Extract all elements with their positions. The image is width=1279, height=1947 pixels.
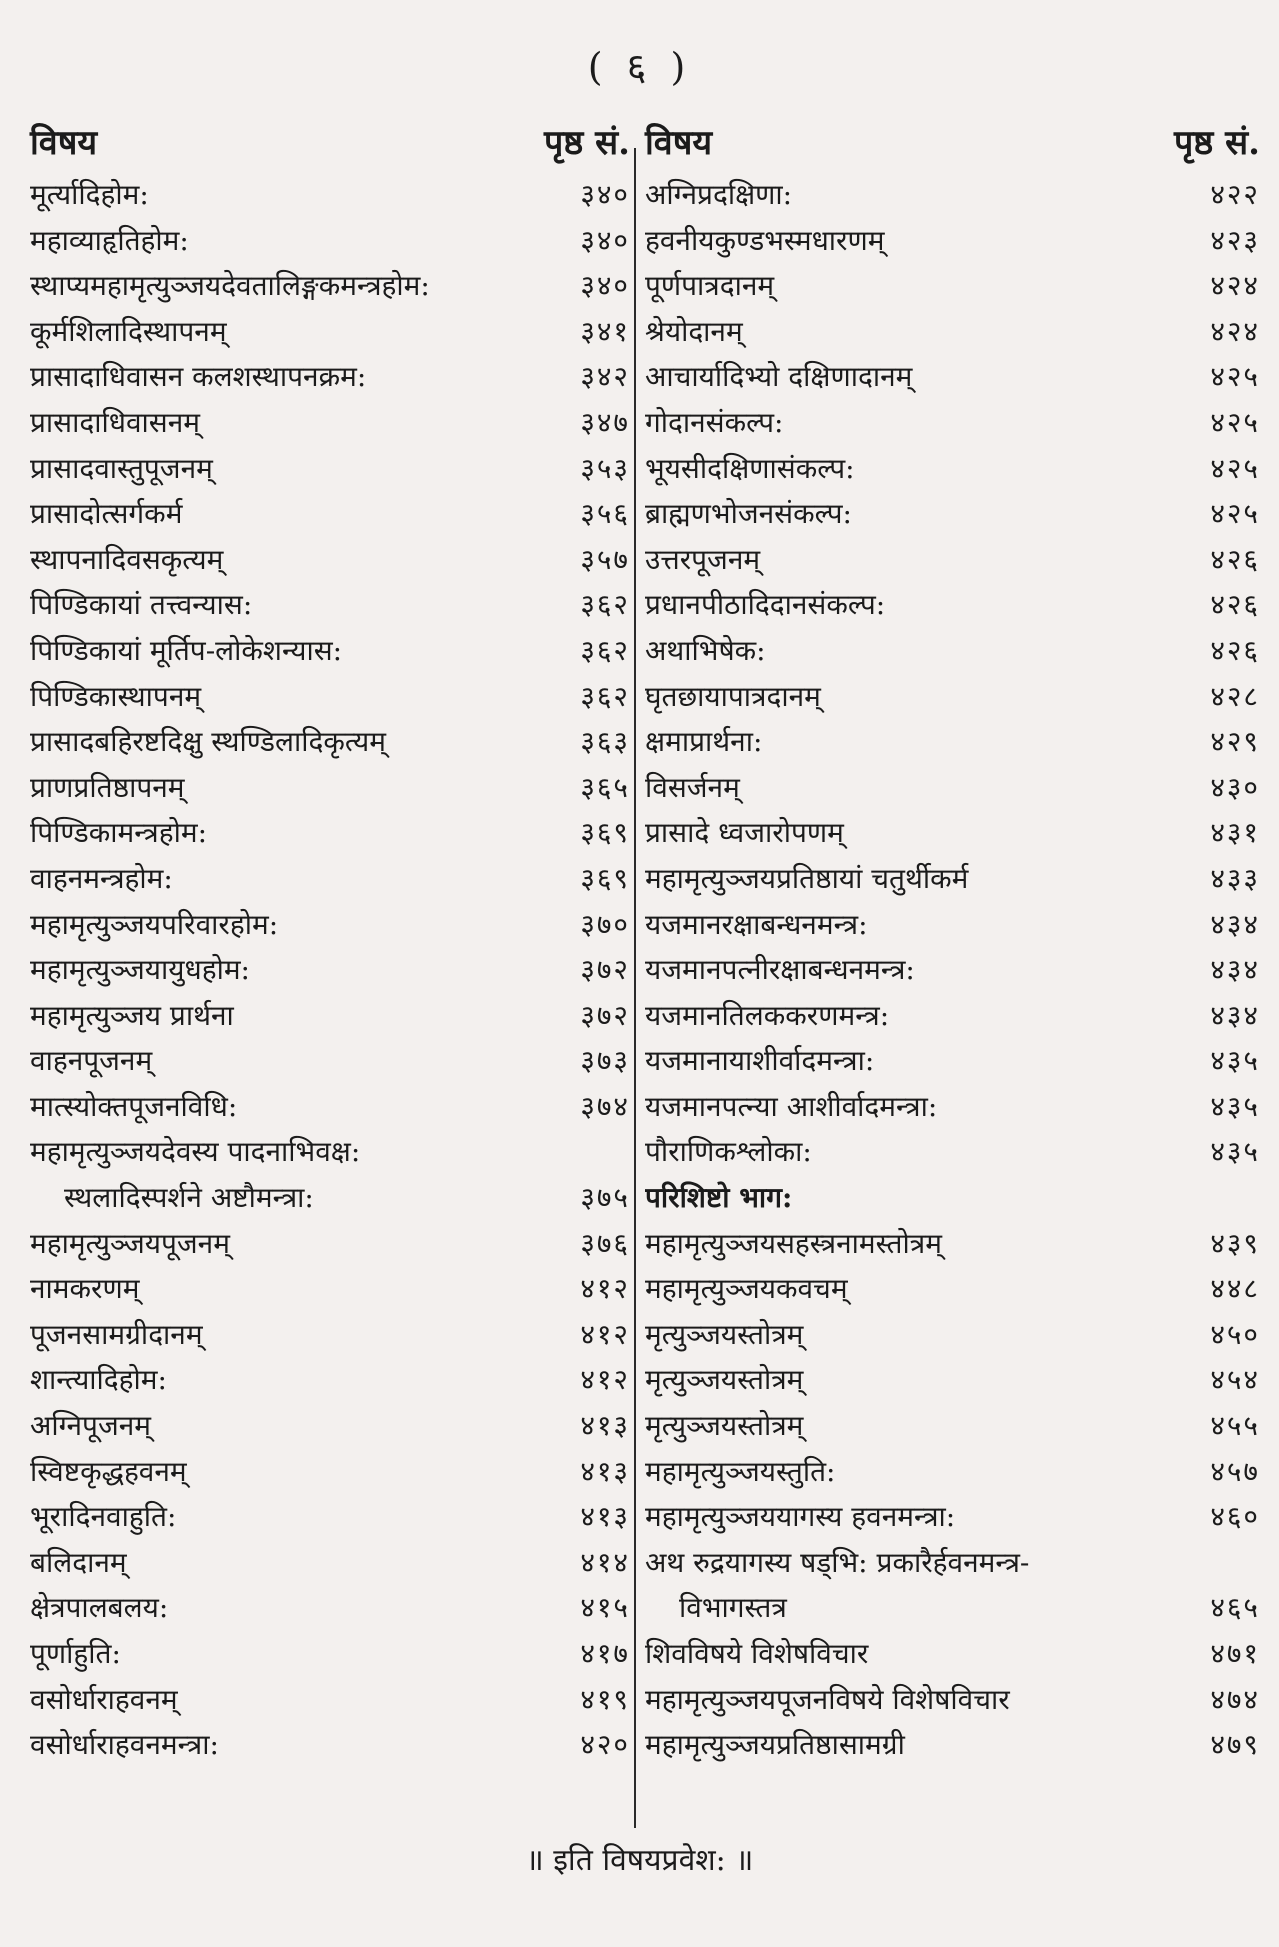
entry-title: वसोर्धाराहवनम् [30, 1682, 178, 1716]
toc-entry [30, 309, 630, 355]
toc-entry [30, 1129, 630, 1175]
entry-title: स्थापनादिवसकृत्यम् [30, 542, 224, 576]
toc-entry [30, 628, 630, 674]
entry-page-number: ४२३ [1210, 223, 1260, 257]
entry-title: महामृत्युञ्जयदेवस्य पादनाभिवक्ष: [30, 1135, 361, 1169]
entry-page-number: ३६९ [580, 816, 630, 850]
toc-entry [30, 810, 630, 856]
entry-page-number: ४२० [580, 1728, 630, 1762]
entry-title: परिशिष्टो भाग: [645, 1181, 793, 1215]
entry-page-number: ४७९ [1210, 1728, 1260, 1762]
entry-page-number: ४३५ [1210, 1044, 1260, 1078]
entry-title: पिण्डिकायां तत्त्वन्यास: [30, 588, 253, 622]
entry-title: वाहनमन्त्रहोम: [30, 861, 173, 895]
entry-page-number: ३५३ [580, 451, 630, 485]
toc-entry [30, 491, 630, 537]
toc-entry [645, 582, 1260, 628]
entry-page-number: ४५० [1210, 1317, 1260, 1351]
toc-entry [645, 902, 1260, 948]
entry-page-number: ४६० [1210, 1500, 1260, 1534]
toc-entry [30, 1221, 630, 1267]
entry-page-number: ३४० [580, 269, 630, 303]
entry-page-number: ४१९ [580, 1682, 630, 1716]
entry-title: महामृत्युञ्जयपूजनविषये विशेषविचार [645, 1682, 1010, 1716]
entry-title: वाहनपूजनम् [30, 1044, 153, 1078]
entry-title: प्रासादाधिवासन कलशस्थापनक्रम: [30, 360, 367, 394]
entry-page-number: ३४० [580, 223, 630, 257]
entry-title: महामृत्युञ्जयप्रतिष्ठासामग्री [645, 1728, 905, 1762]
toc-entry [30, 719, 630, 765]
entry-title: प्रासादे ध्वजारोपणम् [645, 816, 844, 850]
entry-title: महामृत्युञ्जययागस्य हवनमन्त्रा: [645, 1500, 956, 1534]
entry-title: कूर्मशिलादिस्थापनम् [30, 314, 227, 348]
entry-title: महामृत्युञ्जयायुधहोम: [30, 953, 250, 987]
entry-title: ब्राह्मणभोजनसंकल्प: [645, 497, 852, 531]
column-divider [634, 148, 636, 1828]
entry-page-number: ३६२ [580, 679, 630, 713]
entry-page-number: ४३४ [1210, 907, 1260, 941]
toc-entry [645, 1084, 1260, 1130]
toc-entry [645, 1312, 1260, 1358]
toc-entry [30, 446, 630, 492]
entry-title: क्षमाप्रार्थना: [645, 725, 763, 759]
page-heading: पृष्ठ सं. [1174, 123, 1260, 163]
toc-entry [30, 400, 630, 446]
toc-entry [645, 1631, 1260, 1677]
entry-title: महामृत्युञ्जयकवचम् [645, 1272, 848, 1306]
toc-entry [30, 1677, 630, 1723]
toc-entry [30, 674, 630, 720]
toc-entry [645, 765, 1260, 811]
entry-page-number: ४२६ [1210, 633, 1260, 667]
toc-entry [645, 537, 1260, 583]
entry-title: महामृत्युञ्जयप्रतिष्ठायां चतुर्थीकर्म [645, 861, 969, 895]
entry-title: विसर्जनम् [645, 770, 740, 804]
toc-entry [645, 1585, 1260, 1631]
entry-page-number: ४३४ [1210, 953, 1260, 987]
entry-title: महामृत्युञ्जय प्रार्थना [30, 998, 234, 1032]
entry-page-number: ४३५ [1210, 1135, 1260, 1169]
toc-entry [645, 856, 1260, 902]
entry-page-number: ४३९ [1210, 1226, 1260, 1260]
entry-page-number: ४२५ [1210, 405, 1260, 439]
entry-page-number: ३७३ [580, 1044, 630, 1078]
entry-title: स्थलादिस्पर्शने अष्टौमन्त्रा: [64, 1181, 314, 1215]
entry-page-number: ४१२ [580, 1317, 630, 1351]
entry-page-number: ३७० [580, 907, 630, 941]
toc-entry [30, 1357, 630, 1403]
entry-page-number: ४२५ [1210, 451, 1260, 485]
entry-page-number: ४१३ [580, 1409, 630, 1443]
entry-title: यजमानपत्न्या आशीर्वादमन्त्रा: [645, 1089, 938, 1123]
entry-page-number: ४५४ [1210, 1363, 1260, 1397]
entry-page-number: ३७२ [580, 998, 630, 1032]
entry-page-number: ४३४ [1210, 998, 1260, 1032]
entry-page-number: ४२८ [1210, 679, 1260, 713]
entry-title: मूर्त्यादिहोम: [30, 178, 149, 211]
entry-page-number: ३४१ [580, 314, 630, 348]
toc-entry [645, 354, 1260, 400]
closing-line: ॥ इति विषयप्रवेश: ॥ [525, 1843, 754, 1878]
toc-entry [30, 354, 630, 400]
toc-entry [30, 1175, 630, 1221]
entry-title: महामृत्युञ्जयपरिवारहोम: [30, 907, 279, 941]
entry-title: गोदानसंकल्प: [645, 405, 784, 439]
toc-entry [645, 446, 1260, 492]
toc-entry [30, 1722, 630, 1768]
entry-title: महामृत्युञ्जयपूजनम् [30, 1226, 230, 1260]
toc-entry [645, 1677, 1260, 1723]
toc-entry [30, 1585, 630, 1631]
entry-title: पूजनसामग्रीदानम् [30, 1317, 203, 1351]
entry-page-number: ४२५ [1210, 360, 1260, 394]
page-heading: पृष्ठ सं. [544, 123, 630, 163]
entry-title: स्थाप्यमहामृत्युञ्जयदेवतालिङ्गकमन्त्रहोम: [30, 269, 430, 303]
toc-header-left [30, 118, 630, 172]
toc-entry [30, 1540, 630, 1586]
entry-title: श्रेयोदानम् [645, 314, 743, 348]
entry-title: भूरादिनवाहुति: [30, 1500, 177, 1534]
entry-title: आचार्यादिभ्यो दक्षिणादानम् [645, 360, 913, 394]
entry-page-number: ४३१ [1210, 816, 1260, 850]
entry-title: अग्निपूजनम् [30, 1409, 152, 1443]
entry-page-number: ४२४ [1210, 269, 1260, 303]
entry-page-number: ४१३ [580, 1454, 630, 1488]
entry-title: प्रासादबहिरष्टदिक्षु स्थण्डिलादिकृत्यम् [30, 725, 386, 759]
entry-page-number: ४५५ [1210, 1409, 1260, 1443]
entry-page-number: ४२५ [1210, 497, 1260, 531]
entry-title: प्रधानपीठादिदानसंकल्प: [645, 588, 886, 622]
entry-title: मृत्युञ्जयस्तोत्रम् [645, 1317, 804, 1351]
toc-entry [30, 1312, 630, 1358]
toc-entry [30, 902, 630, 948]
toc-entry [645, 1722, 1260, 1768]
toc-entry [645, 1129, 1260, 1175]
entry-page-number: ४७४ [1210, 1682, 1260, 1716]
toc-header-right [645, 118, 1260, 172]
toc-entry [30, 1038, 630, 1084]
entry-title: यजमानपत्नीरक्षाबन्धनमन्त्र: [645, 953, 915, 987]
toc-entry [645, 1494, 1260, 1540]
entry-title: अग्निप्रदक्षिणा: [645, 178, 793, 211]
entry-title: महाव्याहृतिहोम: [30, 223, 189, 257]
entry-title: यजमानतिलककरणमन्त्र: [645, 998, 890, 1032]
toc-entry [645, 1266, 1260, 1312]
toc-entry [645, 400, 1260, 446]
toc-entry [645, 1038, 1260, 1084]
entry-title: मृत्युञ्जयस्तोत्रम् [645, 1363, 804, 1397]
entry-title: पूर्णाहुति: [30, 1637, 121, 1670]
entry-title: घृतछायापात्रदानम् [645, 679, 821, 713]
entry-page-number: ४६५ [1210, 1591, 1260, 1625]
entry-title: पिण्डिकामन्त्रहोम: [30, 816, 208, 850]
toc-entry [30, 582, 630, 628]
entry-title: यजमानरक्षाबन्धनमन्त्र: [645, 907, 868, 941]
entry-title: वसोर्धाराहवनमन्त्रा: [30, 1728, 219, 1762]
entry-title: पूर्णपात्रदानम् [645, 269, 775, 303]
toc-entry [30, 172, 630, 218]
entry-page-number: ४५७ [1210, 1454, 1260, 1488]
toc-entry [645, 674, 1260, 720]
entry-title: महामृत्युञ्जयस्तुति: [645, 1454, 836, 1488]
entry-page-number: ४२६ [1210, 542, 1260, 576]
entry-page-number: ४१३ [580, 1500, 630, 1534]
entry-title: अथाभिषेक: [645, 633, 766, 667]
entry-title: मात्स्योक्तपूजनविधि: [30, 1089, 238, 1123]
toc-entry [30, 765, 630, 811]
toc-entry [30, 1403, 630, 1449]
entry-page-number: ३७२ [580, 953, 630, 987]
entry-title: हवनीयकुण्डभस्मधारणम् [645, 223, 885, 257]
entry-title: शान्त्यादिहोम: [30, 1363, 167, 1397]
entry-title: भूयसीदक्षिणासंकल्प: [645, 451, 855, 485]
entry-page-number: ४३५ [1210, 1089, 1260, 1123]
toc-list-left [30, 172, 630, 1768]
entry-page-number: ३७५ [580, 1181, 630, 1215]
entry-page-number: ४७१ [1210, 1637, 1260, 1670]
entry-title: पिण्डिकायां मूर्तिप-लोकेशन्यास: [30, 633, 343, 667]
entry-title: महामृत्युञ्जयसहस्त्रनामस्तोत्रम् [645, 1226, 942, 1260]
toc-entry [30, 1494, 630, 1540]
toc-entry [645, 1357, 1260, 1403]
entry-page-number: ३४२ [580, 360, 630, 394]
toc-entry [30, 218, 630, 264]
toc-entry [645, 1449, 1260, 1495]
toc-entry [645, 628, 1260, 674]
entry-page-number: ४२९ [1210, 725, 1260, 759]
entry-title: क्षेत्रपालबलय: [30, 1591, 169, 1625]
toc-entry [30, 856, 630, 902]
entry-page-number: ४१४ [580, 1545, 630, 1579]
toc-column-right [645, 118, 1260, 1768]
entry-title: विभागस्तत्र [679, 1591, 787, 1625]
toc-entry [30, 537, 630, 583]
entry-title: स्विष्टकृद्धहवनम् [30, 1454, 187, 1488]
toc-entry [30, 1449, 630, 1495]
entry-page-number: ४१५ [580, 1591, 630, 1625]
entry-page-number: ३७६ [580, 1226, 630, 1260]
toc-entry [30, 947, 630, 993]
entry-page-number: ३६२ [580, 633, 630, 667]
entry-title: प्रासादवास्तुपूजनम् [30, 451, 213, 485]
entry-title: प्रासादाधिवासनम् [30, 405, 200, 439]
toc-entry [645, 1540, 1260, 1586]
entry-title: पिण्डिकास्थापनम् [30, 679, 202, 713]
toc-entry [645, 491, 1260, 537]
entry-page-number: ३७४ [580, 1089, 630, 1123]
entry-page-number: ३६३ [580, 725, 630, 759]
entry-page-number: ३४७ [580, 405, 630, 439]
entry-page-number: ४२४ [1210, 314, 1260, 348]
entry-page-number: ३६९ [580, 861, 630, 895]
toc-entry [30, 993, 630, 1039]
toc-entry [645, 172, 1260, 218]
toc-entry [645, 947, 1260, 993]
entry-title: प्राणप्रतिष्ठापनम् [30, 770, 185, 804]
entry-title: प्रासादोत्सर्गकर्म [30, 497, 183, 531]
entry-page-number: ४२२ [1210, 178, 1260, 211]
entry-page-number: ४१२ [580, 1363, 630, 1397]
subject-heading: विषय [30, 123, 98, 163]
entry-title: यजमानायाशीर्वादमन्त्रा: [645, 1044, 875, 1078]
toc-list-right [645, 172, 1260, 1768]
entry-page-number: ३५७ [580, 542, 630, 576]
entry-page-number: ३६५ [580, 770, 630, 804]
toc-column-left [30, 118, 630, 1768]
toc-entry [645, 1221, 1260, 1267]
toc-entry [30, 1266, 630, 1312]
toc-entry [645, 309, 1260, 355]
subject-heading: विषय [645, 123, 713, 163]
toc-entry [645, 263, 1260, 309]
toc-entry [30, 1084, 630, 1130]
entry-page-number: ३४० [580, 178, 630, 211]
entry-title: नामकरणम् [30, 1272, 140, 1306]
table-of-contents [30, 118, 1260, 1818]
entry-page-number: ४३० [1210, 770, 1260, 804]
entry-page-number: ४१७ [580, 1637, 630, 1670]
entry-title: बलिदानम् [30, 1545, 127, 1579]
toc-entry [30, 1631, 630, 1677]
page-number: ( ६ ) [587, 45, 692, 89]
entry-page-number: ४१२ [580, 1272, 630, 1306]
entry-title: शिवविषये विशेषविचार [645, 1637, 869, 1670]
toc-entry [645, 719, 1260, 765]
toc-section-heading [645, 1175, 1260, 1221]
toc-entry [30, 263, 630, 309]
entry-title: अथ रुद्रयागस्य षड्भि: प्रकारैर्हवनमन्त्र- [645, 1545, 1030, 1579]
entry-page-number: ३६२ [580, 588, 630, 622]
entry-page-number: ४२६ [1210, 588, 1260, 622]
toc-entry [645, 1403, 1260, 1449]
entry-title: उत्तरपूजनम् [645, 542, 761, 576]
entry-page-number: ३५६ [580, 497, 630, 531]
entry-title: पौराणिकश्लोका: [645, 1135, 812, 1169]
toc-entry [645, 810, 1260, 856]
entry-page-number: ४४८ [1210, 1272, 1260, 1306]
entry-page-number: ४३३ [1210, 861, 1260, 895]
toc-entry [645, 218, 1260, 264]
toc-entry [645, 993, 1260, 1039]
entry-title: मृत्युञ्जयस्तोत्रम् [645, 1409, 804, 1443]
